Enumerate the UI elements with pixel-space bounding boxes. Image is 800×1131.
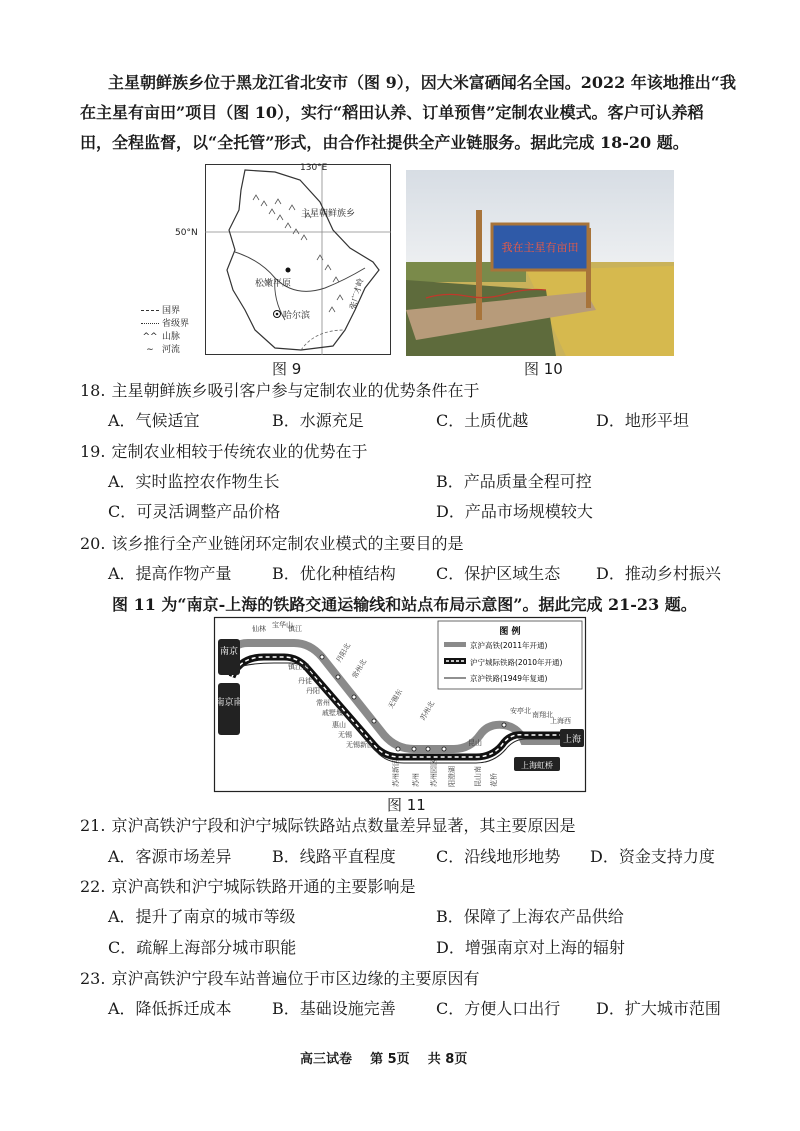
station-suzhoubei: 苏州北	[418, 699, 437, 722]
question-number: 23.	[80, 969, 106, 988]
q22-option-d[interactable]: D．增强南京对上海的辐射	[436, 938, 625, 957]
q19-option-d[interactable]: D．产品市场规模较大	[436, 502, 593, 521]
station-yangchenghu: 阳澄湖	[448, 766, 456, 787]
question-22	[80, 876, 415, 898]
border-line-icon	[141, 310, 159, 311]
legend-mountain: ^^ 山脉	[142, 332, 181, 342]
range-label: 张广才岭	[348, 277, 366, 311]
river-icon: ∼	[146, 345, 154, 355]
station-danyang: 丹阳	[306, 687, 320, 695]
q20-option-c[interactable]: C．保护区域生态	[436, 564, 561, 583]
terminal-shanghai: 上海	[562, 735, 582, 745]
question-stem: 定制农业相较于传统农业的优势在于	[111, 442, 368, 461]
question-number: 19.	[80, 442, 106, 461]
lat-label: 50°N	[175, 228, 198, 238]
q18-option-b[interactable]: B．水源充足	[272, 411, 364, 430]
legend-title: 图 例	[499, 627, 521, 637]
q21-option-d[interactable]: D．资金支持力度	[590, 847, 715, 866]
station-kunshannan: 昆山南	[474, 766, 482, 787]
legend-province: 省级界	[141, 318, 211, 331]
q18-option-c[interactable]: C．土质优越	[436, 411, 529, 430]
station-suzhou: 苏州	[412, 773, 420, 787]
terminal-nanjing-south: 南京南	[215, 698, 243, 708]
station-antingbei: 安亭北	[510, 707, 531, 715]
mountain-icon: ^^	[142, 332, 158, 342]
q23-option-d[interactable]: D．扩大城市范围	[596, 999, 721, 1018]
q22-option-a[interactable]: A．提升了南京的城市等级	[108, 907, 296, 926]
q21-option-a[interactable]: A．客源市场差异	[108, 847, 232, 866]
legend-chengji: 沪宁城际铁路(2010年开通)	[470, 658, 563, 667]
page-footer: 高三试卷 第 5页 共 8页	[300, 1052, 468, 1067]
station-dantu: 丹徒	[298, 677, 312, 685]
question-number: 20.	[80, 534, 106, 553]
intro-line-1: 主星朝鲜族乡位于黑龙江省北安市（图 9），因大米富硒闻名全国。2022 年该地推出“我	[108, 73, 737, 92]
q20-option-a[interactable]: A．提高作物产量	[108, 564, 232, 583]
station-huaqiao: 花桥	[490, 773, 498, 787]
figure-10-caption: 图 10	[524, 360, 563, 378]
station-changzhou: 常州	[316, 699, 330, 707]
q23-option-c[interactable]: C．方便人口出行	[436, 999, 561, 1018]
legend-river: ∼ 河流	[141, 344, 211, 357]
figure-9-legend	[141, 305, 211, 357]
q21-option-c[interactable]: C．沿线地形地势	[436, 847, 561, 866]
figure-11-railway-diagram	[214, 617, 586, 792]
q18-option-a[interactable]: A．气候适宜	[108, 411, 200, 430]
terminal-hongqiao: 上海虹桥	[521, 761, 553, 770]
question-stem: 该乡推行全产业链闭环定制农业模式的主要目的是	[111, 534, 464, 553]
station-suzhouyuanqu: 苏州园区	[430, 759, 438, 787]
station-baohuashan: 宝华山	[272, 621, 293, 629]
station-kunshan: 昆山	[468, 739, 482, 747]
legend-gaotie-swatch	[444, 642, 466, 647]
station-danyangbei: 丹阳北	[334, 641, 353, 664]
station-wuxixinqu: 无锡新区	[346, 741, 374, 749]
question-19	[80, 441, 367, 463]
station-zhenjiangnan: 镇江南	[288, 663, 309, 671]
station-nanxiangbei: 南翔北	[532, 711, 553, 719]
plain-label: 松嫩平原	[255, 279, 292, 289]
q22-option-c[interactable]: C．疏解上海部分城市职能	[108, 938, 297, 957]
question-20	[80, 533, 463, 555]
question-number: 22.	[80, 877, 106, 896]
station-huishan: 惠山	[332, 721, 346, 729]
q19-option-c[interactable]: C．可灵活调整产品价格	[108, 502, 281, 521]
station-zhenjiang: 镇江	[288, 625, 302, 633]
station-shanghaixi: 上海西	[550, 717, 571, 725]
question-number: 21.	[80, 816, 106, 835]
q20-option-b[interactable]: B．优化种植结构	[272, 564, 396, 583]
intro-line-2: 在主星有亩田”项目（图 10），实行“稻田认养、订单预售”定制农业模式。客户可认养稻	[80, 103, 704, 122]
lon-label: 130°E	[300, 163, 328, 173]
question-stem: 主星朝鲜族乡吸引客户参与定制农业的优势条件在于	[111, 381, 480, 400]
figure-10-photo	[406, 170, 674, 356]
terminal-nanjing: 南京	[219, 647, 239, 657]
legend-tielu: 京沪铁路(1949年复通)	[470, 674, 548, 683]
intro-line-3: 田，全程监督，以“全托管”形式，由合作社提供全产业链服务。据此完成 18-20 题。	[80, 133, 689, 152]
figure-11-intro: 图 11 为“南京-上海的铁路交通运输线和站点布局示意图”。据此完成 21-23 题。	[112, 595, 697, 614]
q18-option-d[interactable]: D．地形平坦	[596, 411, 689, 430]
station-qishuyan: 戚墅堰	[322, 709, 343, 717]
q20-option-d[interactable]: D．推动乡村振兴	[596, 564, 721, 583]
q21-option-b[interactable]: B．线路平直程度	[272, 847, 396, 866]
q19-option-a[interactable]: A．实时监控农作物生长	[108, 472, 280, 491]
province-line-icon	[141, 323, 159, 324]
figure-9-caption: 图 9	[272, 360, 302, 378]
question-stem: 京沪高铁和沪宁城际铁路开通的主要影响是	[111, 877, 416, 896]
question-21	[80, 815, 575, 837]
question-18	[80, 380, 479, 402]
q23-option-a[interactable]: A．降低拆迁成本	[108, 999, 232, 1018]
legend-border: 国界	[141, 305, 211, 318]
station-xianlin: 仙林	[252, 625, 266, 633]
q23-option-b[interactable]: B．基础设施完善	[272, 999, 396, 1018]
q22-option-b[interactable]: B．保障了上海农产品供给	[436, 907, 624, 926]
question-number: 18.	[80, 381, 106, 400]
question-stem: 京沪高铁沪宁段车站普遍位于市区边缘的主要原因有	[111, 969, 480, 988]
station-changzhoubei: 常州北	[350, 657, 369, 680]
station-suzhouxinqu: 苏州新区	[392, 759, 400, 787]
sign-text: 我在主星有亩田	[501, 241, 579, 254]
city-label: 哈尔滨	[283, 311, 311, 321]
legend-gaotie: 京沪高铁(2011年开通)	[470, 641, 548, 650]
q19-option-b[interactable]: B．产品质量全程可控	[436, 472, 592, 491]
station-wuxi: 无锡	[338, 731, 352, 739]
station-wuxidong: 无锡东	[386, 687, 405, 710]
question-23	[80, 968, 479, 990]
place-label: 主星朝鲜族乡	[301, 209, 356, 219]
figure-11-caption: 图 11	[387, 796, 426, 814]
question-stem: 京沪高铁沪宁段和沪宁城际铁路站点数量差异显著，其主要原因是	[111, 816, 576, 835]
